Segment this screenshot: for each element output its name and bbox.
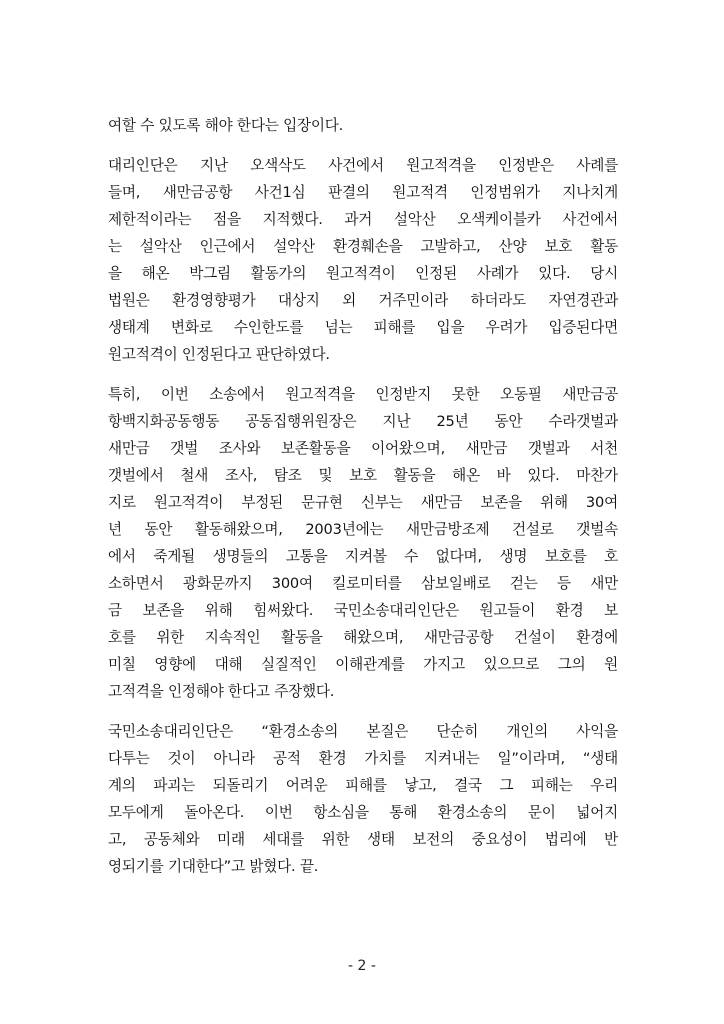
text-line: 갯벌에서 철새 조사, 탐조 및 보호 활동을 해온 바 있다. 마찬가 <box>108 467 618 484</box>
text-line: 는 설악산 인근에서 설악산 환경훼손을 고발하고, 산양 보호 활동 <box>108 238 618 255</box>
text-line: 대리인단은 지난 오색삭도 사건에서 원고적격을 인정받은 사례를 <box>108 157 618 174</box>
text-line: 에서 죽게될 생명들의 고통을 지켜볼 수 없다며, 생명 보호를 호 <box>108 548 618 565</box>
document-body <box>108 112 618 893</box>
text-line: 새만금 갯벌 조사와 보존활동을 이어왔으며, 새만금 갯벌과 서천 <box>108 440 618 457</box>
text-line: 계의 파괴는 되돌리기 어려운 피해를 낳고, 결국 그 피해는 우리 <box>108 777 618 794</box>
paragraph-1 <box>108 112 618 139</box>
text-line: 년 동안 활동해왔으며, 2003년에는 새만금방조제 건설로 갯벌속 <box>108 521 618 538</box>
text-line: 다투는 것이 아니라 공적 환경 가치를 지켜내는 일”이라며, “생태 <box>108 750 618 767</box>
text-line: 소하면서 광화문까지 300여 킬로미터를 삼보일배로 걷는 등 새만 <box>108 575 618 592</box>
page-number: - 2 - <box>348 958 376 974</box>
text-line: 여할 수 있도록 해야 한다는 입장이다. <box>108 117 344 134</box>
paragraph-3 <box>108 381 618 705</box>
text-line: 들며, 새만금공항 사건1심 판결의 원고적격 인정범위가 지나치게 <box>108 184 618 201</box>
text-line: 미칠 영향에 대해 실질적인 이해관계를 가지고 있으므로 그의 원 <box>108 656 618 673</box>
paragraph-4 <box>108 718 618 880</box>
text-line: 제한적이라는 점을 지적했다. 과거 설악산 오색케이블카 사건에서 <box>108 211 618 228</box>
text-line: 항백지화공동행동 공동집행위원장은 지난 25년 동안 수라갯벌과 <box>108 413 618 430</box>
text-line: 금 보존을 위해 힘써왔다. 국민소송대리인단은 원고들이 환경 보 <box>108 602 618 619</box>
text-line: 고, 공동체와 미래 세대를 위한 생태 보전의 중요성이 법리에 반 <box>108 831 618 848</box>
text-line: 영되기를 기대한다”고 밝혔다. 끝. <box>108 858 319 875</box>
text-line: 고적격을 인정해야 한다고 주장했다. <box>108 683 335 700</box>
text-line: 생태계 변화로 수인한도를 넘는 피해를 입을 우려가 입증된다면 <box>108 319 618 336</box>
paragraph-2 <box>108 152 618 368</box>
text-line: 법원은 환경영향평가 대상지 외 거주민이라 하더라도 자연경관과 <box>108 292 618 309</box>
text-line: 원고적격이 인정된다고 판단하였다. <box>108 346 330 363</box>
text-line: 지로 원고적격이 부정된 문규현 신부는 새만금 보존을 위해 30여 <box>108 494 618 511</box>
text-line: 국민소송대리인단은 “환경소송의 본질은 단순히 개인의 사익을 <box>108 723 618 740</box>
text-line: 호를 위한 지속적인 활동을 해왔으며, 새만금공항 건설이 환경에 <box>108 629 618 646</box>
text-line: 모두에게 돌아온다. 이번 항소심을 통해 환경소송의 문이 넓어지 <box>108 804 618 821</box>
text-line: 특히, 이번 소송에서 원고적격을 인정받지 못한 오동필 새만금공 <box>108 386 618 403</box>
text-line: 을 해온 박그림 활동가의 원고적격이 인정된 사례가 있다. 당시 <box>108 265 618 282</box>
